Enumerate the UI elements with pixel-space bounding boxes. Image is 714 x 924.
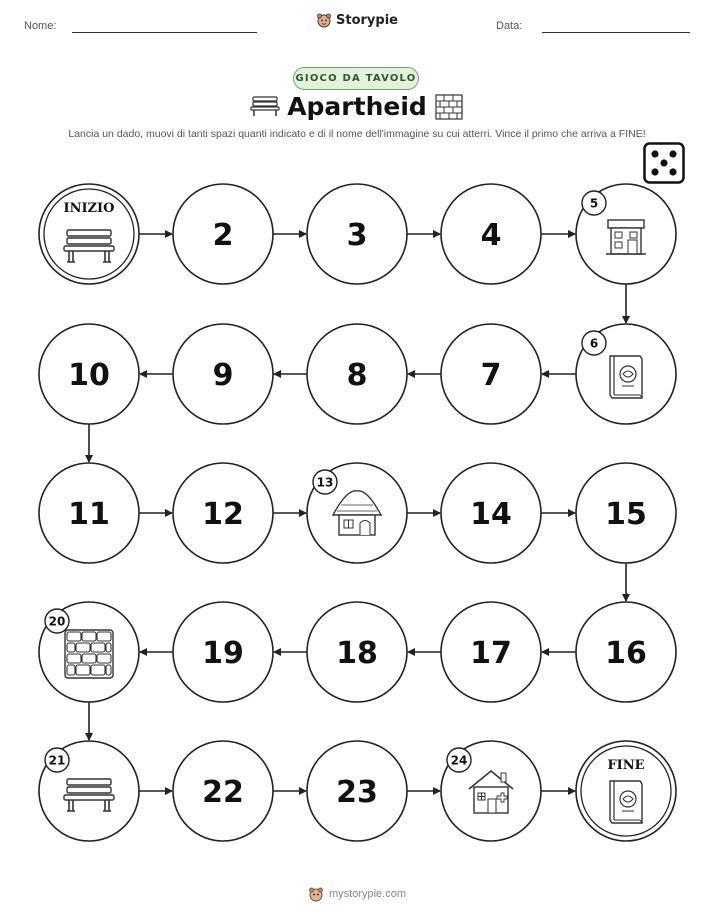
space-number: 7 bbox=[480, 358, 502, 393]
space-number: 4 bbox=[480, 218, 502, 253]
board-space bbox=[39, 463, 139, 563]
space-number: 15 bbox=[605, 497, 647, 532]
space-number: 2 bbox=[212, 218, 234, 253]
board-space bbox=[173, 463, 273, 563]
space-number: 11 bbox=[68, 497, 110, 532]
space-number: 17 bbox=[470, 636, 512, 671]
brand-name: Storypie bbox=[336, 12, 398, 28]
space-number: 3 bbox=[346, 218, 368, 253]
book-icon bbox=[610, 356, 642, 398]
board-space bbox=[173, 741, 273, 841]
board-space bbox=[39, 741, 139, 841]
category-badge: GIOCO DA TAVOLO bbox=[293, 67, 419, 90]
space-number: 14 bbox=[470, 497, 512, 532]
board-space bbox=[173, 184, 273, 284]
space-number: 23 bbox=[336, 775, 378, 810]
building-icon bbox=[606, 220, 646, 254]
board-space bbox=[576, 324, 676, 424]
board-space bbox=[39, 602, 139, 702]
board-space bbox=[441, 184, 541, 284]
space-number: 20 bbox=[48, 614, 66, 629]
board-space bbox=[307, 324, 407, 424]
space-number: 8 bbox=[346, 358, 368, 393]
space-label: INIZIO bbox=[63, 201, 115, 216]
date-label: Data: bbox=[496, 20, 523, 32]
space-number: 9 bbox=[212, 358, 234, 393]
space-label: FINE bbox=[607, 758, 645, 773]
instructions-text: Lancia un dado, muovi di tanti spazi quanti indicato e di il nome dell'immagine su cui atterri. Vince il primo che arriva a FINE! bbox=[68, 128, 646, 140]
board-space bbox=[307, 602, 407, 702]
board-space bbox=[441, 741, 541, 841]
name-label: Nome: bbox=[24, 20, 57, 32]
book-icon bbox=[610, 781, 642, 823]
board-space bbox=[307, 463, 407, 563]
storypie-mascot-icon bbox=[308, 886, 324, 902]
board-space bbox=[576, 184, 676, 284]
space-number: 24 bbox=[450, 753, 468, 768]
end-space bbox=[576, 741, 676, 841]
board-space bbox=[576, 602, 676, 702]
space-number: 5 bbox=[589, 196, 599, 211]
space-number: 22 bbox=[202, 775, 244, 810]
board-space bbox=[441, 324, 541, 424]
start-space bbox=[39, 184, 139, 284]
footer bbox=[0, 886, 714, 902]
board-space bbox=[441, 602, 541, 702]
board-space bbox=[307, 184, 407, 284]
board-space bbox=[307, 741, 407, 841]
space-number: 19 bbox=[202, 636, 244, 671]
space-number: 13 bbox=[316, 475, 334, 490]
board-space bbox=[576, 463, 676, 563]
board-space bbox=[441, 463, 541, 563]
space-number: 18 bbox=[336, 636, 378, 671]
space-number: 6 bbox=[589, 336, 599, 351]
space-number: 16 bbox=[605, 636, 647, 671]
board-space bbox=[39, 324, 139, 424]
space-number: 10 bbox=[68, 358, 110, 393]
brick-wall-icon bbox=[65, 630, 113, 678]
page-title: Apartheid bbox=[287, 92, 427, 121]
board-space bbox=[173, 602, 273, 702]
footer-url[interactable]: mystorypie.com bbox=[328, 888, 407, 900]
board-space bbox=[173, 324, 273, 424]
space-number: 21 bbox=[48, 753, 66, 768]
space-number: 12 bbox=[202, 497, 244, 532]
